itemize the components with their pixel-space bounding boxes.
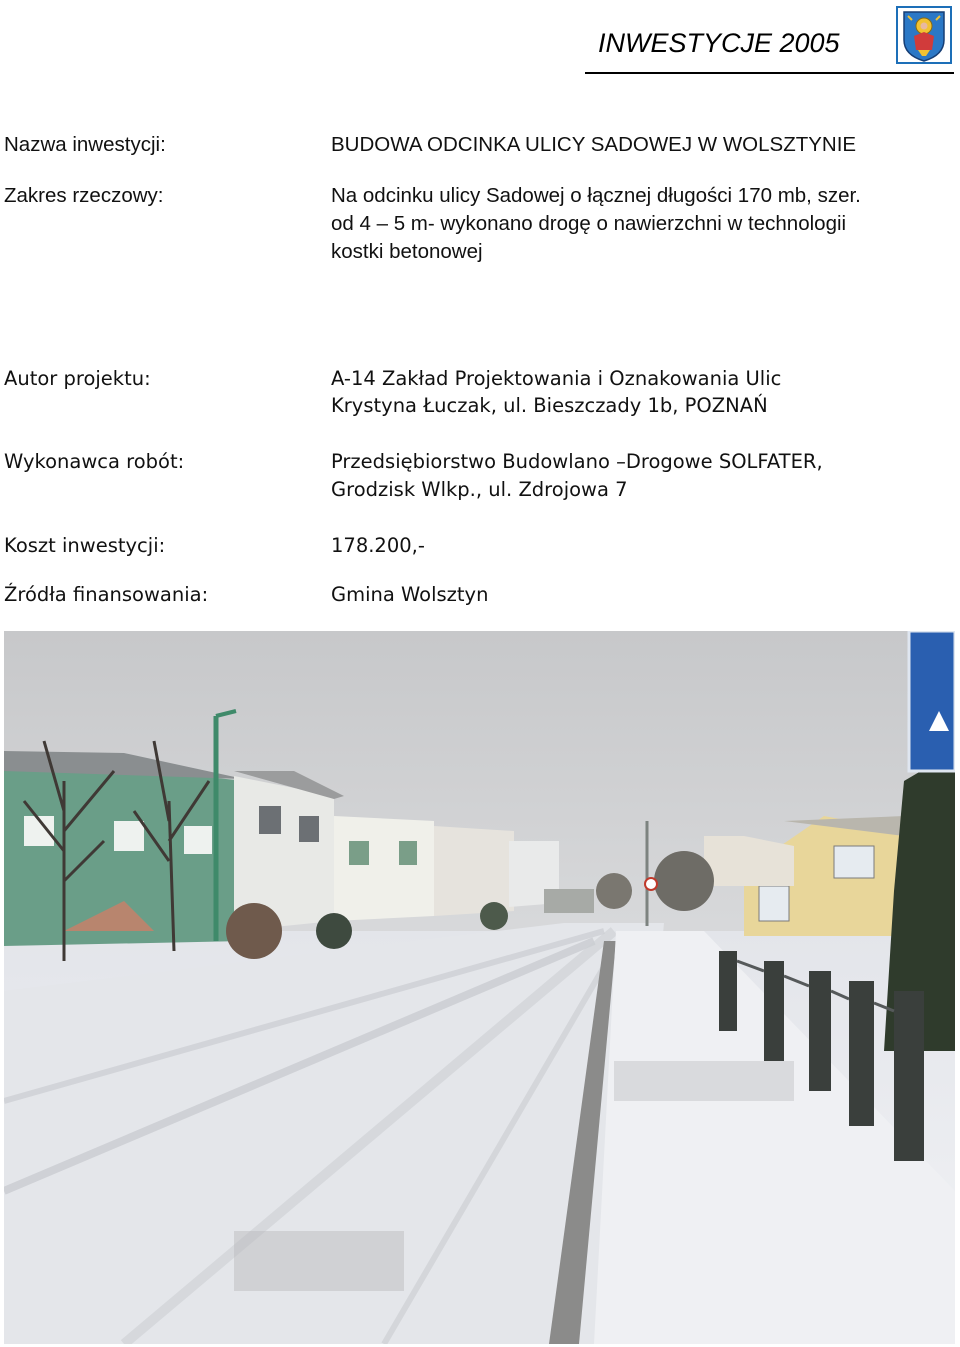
contractor-label: Wykonawca robót:: [4, 450, 185, 473]
author-line-2: Krystyna Łuczak, ul. Bieszczady 1b, POZNAŃ: [331, 394, 768, 417]
page-title: INWESTYCJE 2005: [598, 28, 840, 58]
municipal-coat-of-arms-icon: [896, 6, 952, 64]
contractor-line-2: Grodzisk Wlkp., ul. Zdrojowa 7: [331, 478, 628, 501]
scope-line-2: od 4 – 5 m- wykonano drogę o nawierzchni w technologii: [331, 212, 847, 235]
scope-label: Zakres rzeczowy:: [4, 184, 164, 207]
contractor-line-1: Przedsiębiorstwo Budowlano –Drogowe SOLFATER,: [331, 450, 823, 473]
cost-label: Koszt inwestycji:: [4, 534, 166, 557]
investment-name-value: BUDOWA ODCINKA ULICY SADOWEJ W WOLSZTYNIE: [331, 133, 857, 156]
snow-covered-street-photo: [4, 631, 955, 1344]
author-line-1: A-14 Zakład Projektowania i Oznakowania Ulic: [331, 367, 782, 390]
scope-line-3: kostki betonowej: [331, 240, 483, 263]
funding-value: Gmina Wolsztyn: [331, 583, 489, 606]
funding-label: Źródła finansowania:: [4, 583, 209, 606]
author-label: Autor projektu:: [4, 367, 151, 390]
investment-name-label: Nazwa inwestycji:: [4, 133, 166, 156]
scope-line-1: Na odcinku ulicy Sadowej o łącznej długości 170 mb, szer.: [331, 184, 861, 207]
header-underline: [585, 72, 954, 74]
cost-value: 178.200,-: [331, 534, 425, 557]
